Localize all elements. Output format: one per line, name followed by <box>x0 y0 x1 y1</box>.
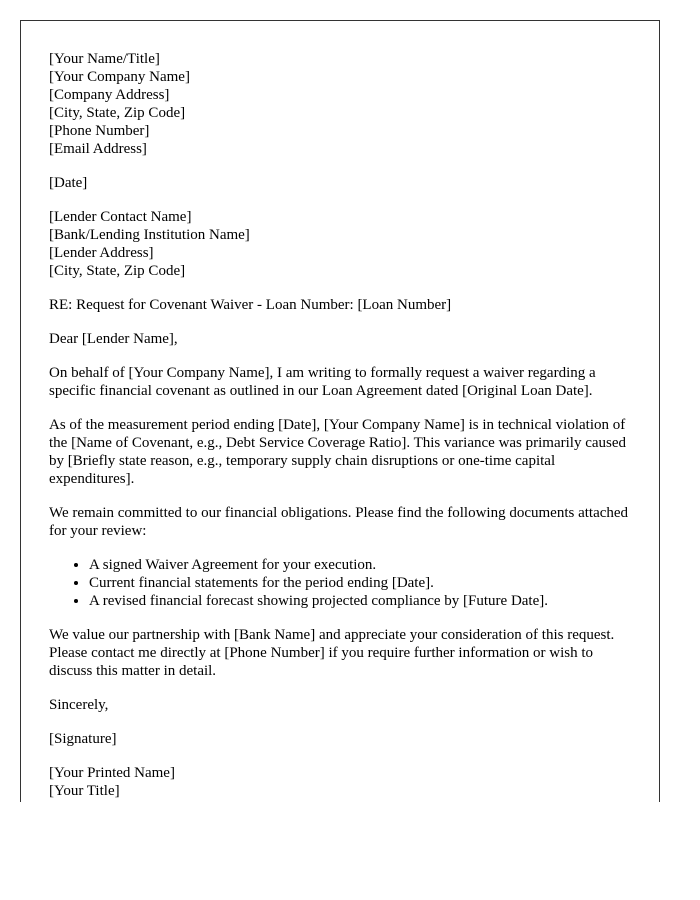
recipient-institution: [Bank/Lending Institution Name] <box>49 227 250 243</box>
sender-city-state-zip: [City, State, Zip Code] <box>49 105 186 121</box>
signoff-block <box>49 764 639 800</box>
attachments-list <box>49 556 639 610</box>
recipient-block <box>49 208 639 280</box>
body-paragraph-4: We value our partnership with [Bank Name] and appreciate your consideration of this request. Please contact me directly at [Phone Number] if you require further information or wish to discuss this matter in detail. <box>49 627 615 679</box>
printed-name: [Your Printed Name] <box>49 765 175 781</box>
sender-company-address: [Company Address] <box>49 87 170 103</box>
sender-name-title: [Your Name/Title] <box>49 51 160 67</box>
recipient-contact-name: [Lender Contact Name] <box>49 209 192 225</box>
letter-page <box>20 20 660 802</box>
body-paragraph-3: We remain committed to our financial obligations. Please find the following documents attached for your review: <box>49 505 629 539</box>
list-item: • A revised financial forecast showing projected compliance by [Future Date]. <box>89 592 639 610</box>
closing: Sincerely, <box>49 697 109 713</box>
body-paragraph-2: As of the measurement period ending [Date], [Your Company Name] is in technical violation of the [Name of Covenant, e.g., Debt Service Coverage Ratio]. This variance was primarily caused by [Briefly state reason, e.g., temporary supply chain disruptions or one-time capital expenditures]. <box>49 417 627 487</box>
body-paragraph-1: On behalf of [Your Company Name], I am writing to formally request a waiver regarding a specific financial covenant as outlined in our Loan Agreement dated [Original Loan Date]. <box>49 365 596 399</box>
sender-company-name: [Your Company Name] <box>49 69 190 85</box>
subject-line: RE: Request for Covenant Waiver - Loan Number: [Loan Number] <box>49 297 452 313</box>
recipient-address: [Lender Address] <box>49 245 154 261</box>
salutation: Dear [Lender Name], <box>49 331 178 347</box>
list-item: • Current financial statements for the period ending [Date]. <box>89 574 639 592</box>
letter-content <box>49 50 639 802</box>
sender-phone: [Phone Number] <box>49 123 150 139</box>
sender-block <box>49 50 639 158</box>
recipient-city-state-zip: [City, State, Zip Code] <box>49 263 186 279</box>
list-item: • A signed Waiver Agreement for your execution. <box>89 556 639 574</box>
sender-email: [Email Address] <box>49 141 147 157</box>
signature-placeholder: [Signature] <box>49 731 117 747</box>
letter-date: [Date] <box>49 175 88 191</box>
signer-title: [Your Title] <box>49 783 120 799</box>
